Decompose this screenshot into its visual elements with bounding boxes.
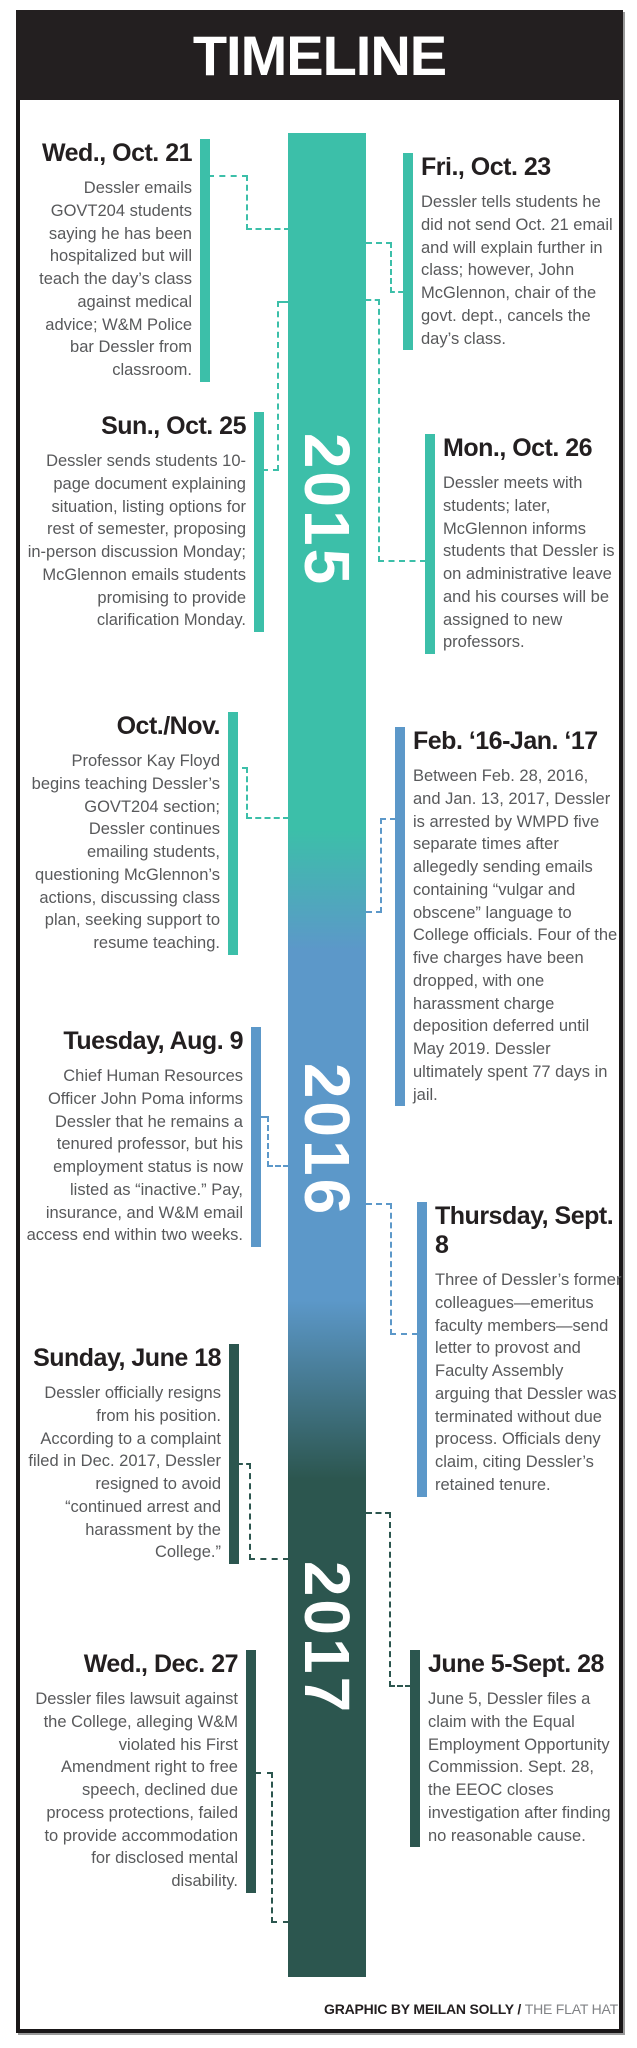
connector-line <box>380 818 382 913</box>
event-text: Three of Dessler’s former colleagues—emeritus faculty members—send letter to provost and Faculty Assembly arguing that Dessler was terminated without due process. Officials deny claim, citing Dessler’s retained tenure. <box>435 1271 622 1494</box>
connector-line <box>249 1558 289 1560</box>
timeline-event-sept8 <box>417 1202 622 1497</box>
event-date: Sun., Oct. 25 <box>101 412 246 440</box>
connector-line <box>246 817 289 819</box>
timeline-event-june5-sept28 <box>410 1650 618 1847</box>
timeline-event-oct-nov <box>30 712 238 955</box>
connector-line <box>366 911 382 913</box>
year-label-2016: 2016 <box>291 1062 363 1218</box>
event-date: Feb. ‘16-Jan. ‘17 <box>413 727 598 755</box>
connector-line <box>267 1116 269 1167</box>
event-text: Dessler emails GOVT204 students saying he has been hospitalized but will teach the day’s class against medical advice; W&M Police bar Dessler from classroom. <box>39 179 192 380</box>
connector-line <box>277 301 279 471</box>
event-date: Tuesday, Aug. 9 <box>63 1027 243 1055</box>
timeline-event-june18 <box>24 1344 239 1564</box>
connector-line <box>378 299 380 562</box>
event-marker-bar <box>254 412 264 632</box>
connector-line <box>246 228 290 230</box>
year-label-2017: 2017 <box>291 1560 363 1716</box>
event-marker-bar <box>200 139 210 382</box>
timeline-event-oct25 <box>26 412 264 632</box>
connector-line <box>389 1685 411 1687</box>
connector-line <box>208 175 248 177</box>
event-date: Wed., Dec. 27 <box>83 1650 238 1678</box>
event-marker-bar <box>229 1344 239 1564</box>
connector-line <box>366 1512 391 1514</box>
connector-line <box>246 767 248 819</box>
credit-line <box>300 2001 618 2017</box>
event-text: Dessler tells students he did not send Oct. 21 email and will explain further in class; however, John McGlennon, chair of the govt. dept., cancels the day’s class. <box>421 193 613 348</box>
timeline-event-oct26 <box>425 434 620 654</box>
event-marker-bar <box>403 153 413 350</box>
event-marker-bar <box>417 1202 427 1497</box>
timeline-event-feb16-jan17 <box>395 727 620 1106</box>
event-date: Wed., Oct. 21 <box>41 139 192 167</box>
event-text: June 5, Dessler files a claim with the Equal Employment Opportunity Commission. Sept. 28, the EEOC closes investigation after finding no reasonable cause. <box>428 1690 611 1845</box>
timeline-event-oct21 <box>30 139 210 382</box>
event-date: Fri., Oct. 23 <box>421 153 551 181</box>
event-text: Chief Human Resources Officer John Poma informs Dessler that he remains a tenured professor, but his employment status is now listed as “inactive.” Pay, insurance, and W&M email access end within two weeks. <box>26 1067 243 1245</box>
header <box>16 10 623 100</box>
event-marker-bar <box>395 727 405 1106</box>
connector-line <box>267 1165 289 1167</box>
event-text: Dessler files lawsuit against the College, alleging W&M violated his First Amendment right to free speech, declined due process protections, failed to provide accommodation for disclosed mental disability. <box>35 1690 238 1891</box>
connector-line <box>366 1203 392 1205</box>
event-marker-bar <box>246 1650 256 1893</box>
event-date: Sunday, June 18 <box>33 1344 221 1372</box>
connector-line <box>366 242 392 244</box>
connector-line <box>262 469 279 471</box>
timeline-event-dec27 <box>28 1650 256 1893</box>
event-text: Dessler meets with students; later, McGlennon informs students that Dessler is on administrative leave and his courses will be assigned to new professors. <box>443 474 615 652</box>
credit-light: THE FLAT HAT <box>524 2001 618 2017</box>
event-text: Dessler sends students 10-page document explaining situation, listing options for rest of semester, proposing in-person discussion Monday; McGlennon emails students promising to provide clarification Monday. <box>27 452 246 630</box>
connector-line <box>389 1512 391 1687</box>
connector-line <box>378 560 426 562</box>
connector-line <box>390 1203 392 1335</box>
event-text: Between Feb. 28, 2016, and Jan. 13, 2017, Dessler is arrested by WMPD five separate times after allegedly sending emails containing “vulgar and obscene” language to College officials. Four of the five charges have been dropped, with one harassment charge deposition deferred until May 2019. Dessler ultimately spent 77 days in jail. <box>413 767 618 1104</box>
connector-line <box>390 1333 418 1335</box>
timeline-event-aug9 <box>26 1027 261 1247</box>
page-title: TIMELINE <box>192 23 447 87</box>
event-marker-bar <box>228 712 238 955</box>
connector-line <box>246 175 248 230</box>
connector-line <box>390 242 392 293</box>
event-text: Professor Kay Floyd begins teaching Dessler’s GOVT204 section; Dessler continues emailing students, questioning McGlennon’s actions, discussing class plan, seeking support to resume teaching. <box>31 752 220 953</box>
event-date: June 5-Sept. 28 <box>428 1650 604 1678</box>
connector-line <box>249 1463 251 1560</box>
event-date: Mon., Oct. 26 <box>443 434 593 462</box>
timeline-event-oct23 <box>403 153 618 350</box>
year-label-2015: 2015 <box>291 432 363 588</box>
connector-line <box>390 291 403 293</box>
event-date: Oct./Nov. <box>116 712 220 740</box>
connector-line <box>271 1772 273 1923</box>
event-date: Thursday, Sept. 8 <box>435 1202 614 1259</box>
credit-bold: GRAPHIC BY MEILAN SOLLY / <box>324 2001 525 2017</box>
event-text: Dessler officially resigns from his position. According to a complaint filed in Dec. 2017, Dessler resigned to avoid “continued arrest and harassment by the College.” <box>28 1384 221 1562</box>
event-marker-bar <box>410 1650 420 1847</box>
connector-line <box>380 818 396 820</box>
event-marker-bar <box>251 1027 261 1247</box>
event-marker-bar <box>425 434 435 654</box>
connector-line <box>271 1921 289 1923</box>
